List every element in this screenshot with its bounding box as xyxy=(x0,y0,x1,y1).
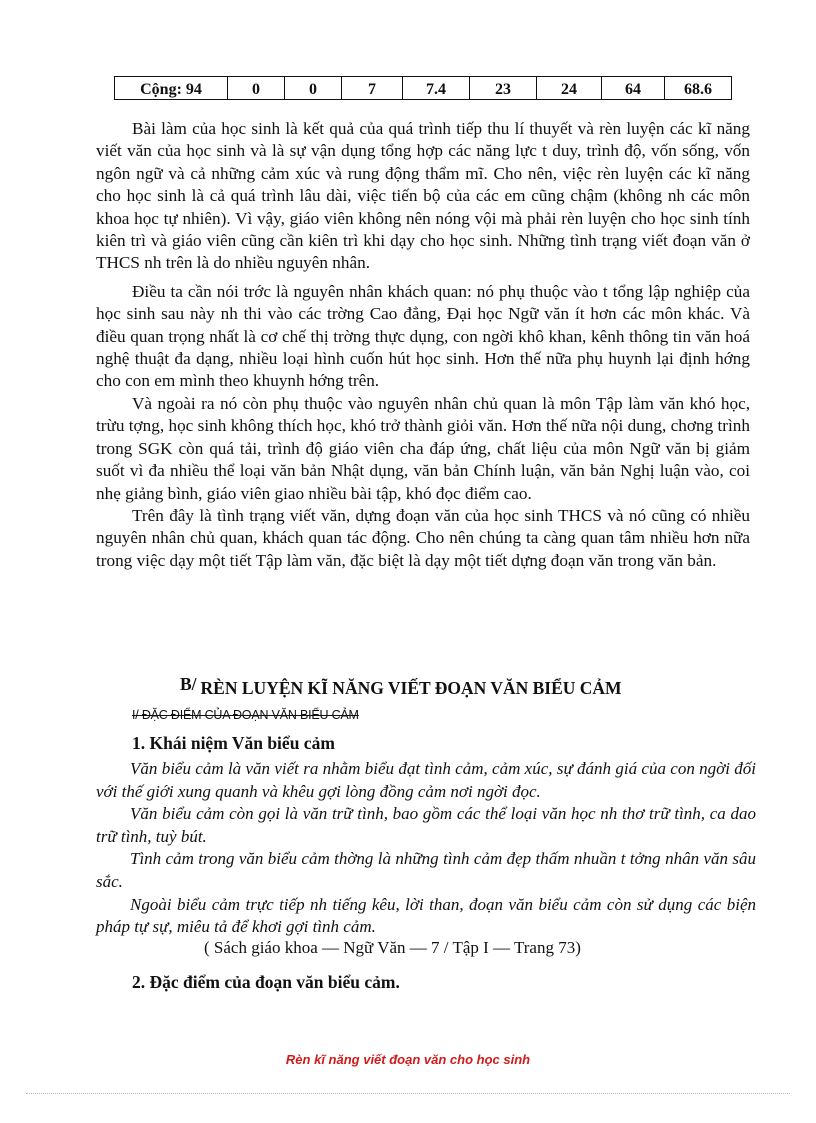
paragraph: Trên đây là tình trạng viết văn, dựng đoạn văn của học sinh THCS và nó cũng có nhiều nguyên nhân chủ quan, khách quan tác động. Cho nên chúng ta càng quan tâm nhiều hơn nữa trong việc dạy một tiết Tập làm văn, đặc biệt là dạy một tiết dựng đoạn văn trong văn bản. xyxy=(96,505,750,570)
heading-1: 1. Khái niệm Văn biểu cảm xyxy=(132,733,335,753)
section-title: RÈN LUYỆN KĨ NĂNG VIẾT ĐOẠN VĂN BIỂU CẢM xyxy=(200,678,622,698)
paragraph: Bài làm của học sinh là kết quả của quá trình tiếp thu lí thuyết và rèn luyện các kĩ năng viết văn của học sinh và là sự vận dụng tổng hợp các năng lực t duy, trình độ, vốn sống, vốn ngôn ngữ và cả những cảm xúc và rung động thẩm mĩ. Cho nên, việc rèn luyện các kĩ năng cho học sinh là cả quá trình lâu dài, việc tiến bộ của các em cũng chậm (không nh các môn khoa học tự nhiên). Vì vậy, giáo viên không nên nóng vội mà phải rèn luyện cho học sinh tính kiên trì và giáo viên cũng cần kiên trì khi dạy cho học sinh. Những tình trạng viết đoạn văn ở THCS nh trên là do nhiều nguyên nhân. xyxy=(96,119,750,273)
table-cell: 23 xyxy=(470,77,537,100)
table-cell: 24 xyxy=(537,77,602,100)
definition-paragraph: Văn biểu cảm còn gọi là văn trữ tình, bao gồm các thể loại văn học nh thơ trữ tình, ca dao trữ tình, tuỳ bút. xyxy=(96,804,756,846)
definition-block xyxy=(96,758,756,939)
paragraph: Điều ta cần nói trớc là nguyên nhân khách quan: nó phụ thuộc vào t tổng lập nghiệp của học sinh sau này nh thi vào các trờng Cao đẳng, Đại học Ngữ văn ít hơn các môn khác. Và điều quan trọng nhất là cơ chế thị trờng thực dụng, con ngời khô khan, kênh thông tin văn hoá nghệ thuật đa dạng, nhiều loại hình cuốn hút học sinh. Hơn thế nữa phụ huynh lại định hớng cho con em mình theo khuynh hớng trên. xyxy=(96,281,750,391)
definition-paragraph: Tình cảm trong văn biểu cảm thờng là những tình cảm đẹp thấm nhuần t tởng nhân văn sâu sắc. xyxy=(96,849,756,891)
table-cell: 64 xyxy=(602,77,665,100)
heading-2: 2. Đặc điểm của đoạn văn biểu cảm. xyxy=(132,972,400,992)
table-cell: 7.4 xyxy=(403,77,470,100)
table-cell: 0 xyxy=(228,77,285,100)
section-heading xyxy=(180,674,622,699)
paragraph: Và ngoài ra nó còn phụ thuộc vào nguyên nhân chủ quan là môn Tập làm văn khó học, trừu tợng, học sinh không thích học, khó trở thành giỏi văn. Hơn thế nữa nội dung, chơng trình trong SGK còn quá tải, trình độ giáo viên cha đáp ứng, chất liệu của môn Ngữ văn bị giảm suốt vì đa nhiều thể loại văn bản Nhật dụng, văn bản Chính luận, văn bản Nghị luận vào, coi nhẹ giảng bình, giáo viên giao nhiều bài tập, khó đọc điểm cao. xyxy=(96,393,750,503)
table-cell: 68.6 xyxy=(665,77,732,100)
definition-paragraph: Văn biểu cảm là văn viết ra nhằm biểu đạt tình cảm, cảm xúc, sự đánh giá của con ngời đối với thế giới xung quanh và khêu gợi lòng đồng cảm nơi ngời đọc. xyxy=(96,759,756,801)
table-cell: 7 xyxy=(342,77,403,100)
bottom-divider xyxy=(26,1093,790,1094)
definition-paragraph: Ngoài biểu cảm trực tiếp nh tiếng kêu, lời than, đoạn văn biểu cảm còn sử dụng các biện pháp tự sự, miêu tả để khơi gợi tình cảm. xyxy=(96,894,756,937)
table-cell: Cộng: 94 xyxy=(115,77,228,100)
page-footer: Rèn kĩ năng viết đoạn văn cho học sinh xyxy=(285,1052,531,1067)
table-cell: 0 xyxy=(285,77,342,100)
source-citation: ( Sách giáo khoa — Ngữ Văn — 7 / Tập I — Trang 73) xyxy=(204,938,581,957)
table-row xyxy=(115,77,732,100)
subsection-heading: I/ ĐẶC ĐIỂM CỦA ĐOẠN VĂN BIỂU CẢM xyxy=(132,708,359,722)
body-text xyxy=(96,118,750,572)
score-table xyxy=(114,76,732,100)
section-marker: B/ xyxy=(180,674,197,694)
